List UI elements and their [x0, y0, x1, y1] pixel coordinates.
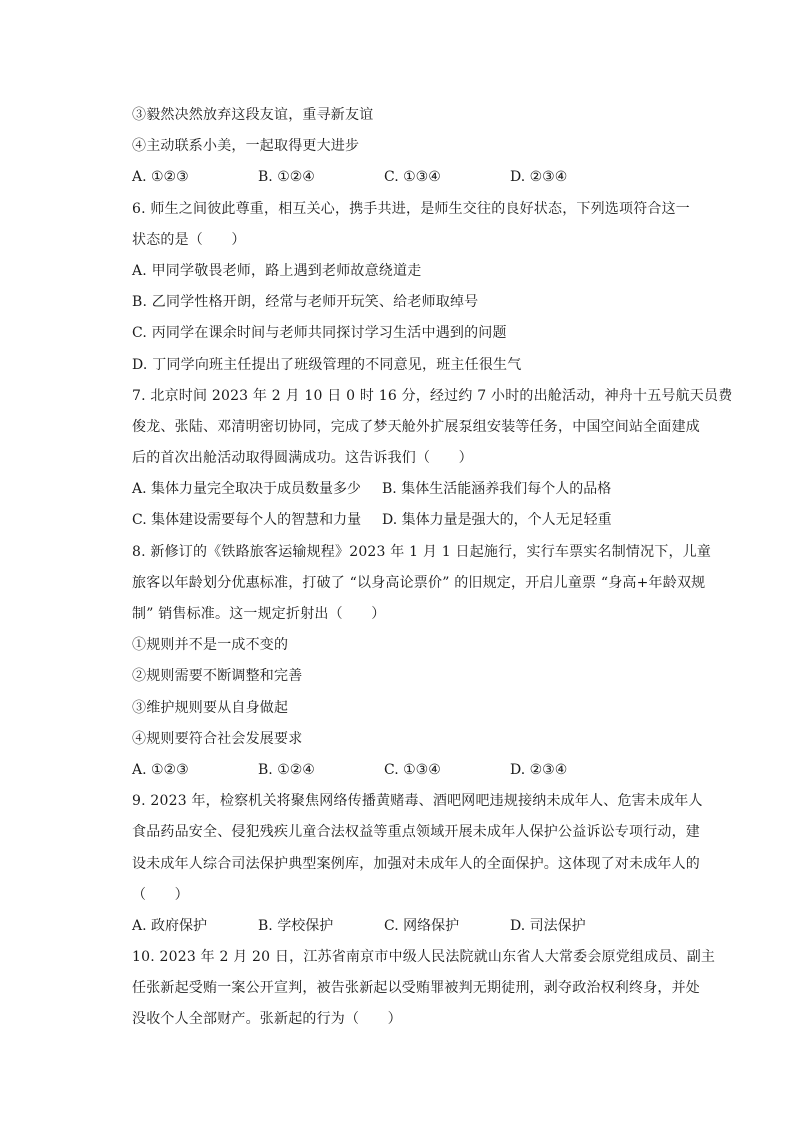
q8-stem-line-1: 8. 新修订的《铁路旅客运输规程》2023 年 1 月 1 日起施行，实行车票实名制情况下，儿童 [132, 543, 712, 560]
q8-statement-1: ①规则并不是一成不变的 [132, 637, 289, 654]
q6-stem-line-1: 6. 师生之间彼此尊重，相互关心，携手共进，是师生交往的良好状态，下列选项符合这一 [132, 200, 691, 217]
q9-options [132, 911, 692, 942]
q8-option-c: C. ①③④ [384, 761, 441, 778]
q10-stem-line-1: 10. 2023 年 2 月 20 日，江苏省南京市中级人民法院就山东省人大常委会原党组成员、副主 [132, 949, 716, 966]
q8-statement-2: ②规则需要不断调整和完善 [132, 668, 303, 685]
q8-stem-line-2: 旅客以年龄划分优惠标准，打破了 “以身高论票价” 的旧规定，开启儿童票 “身高+年龄双规 [132, 574, 706, 591]
q5-options [132, 162, 692, 193]
q8-stem-line-3: 制” 销售标准。这一规定折射出（ ） [132, 606, 386, 622]
q7-option-b: B. 集体生活能涵养我们每个人的品格 [382, 481, 612, 498]
q5-option-d: D. ②③④ [510, 169, 568, 186]
q7-stem-line-2: 俊龙、张陆、邓清明密切协同，完成了梦天舱外扩展泵组安装等任务，中国空间站全面建成 [132, 418, 700, 435]
q10-stem-line-3: 没收个人全部财产。张新起的行为（ ） [132, 1011, 402, 1028]
q8-option-b: B. ①②④ [258, 761, 315, 778]
q7-option-c: C. 集体建设需要每个人的智慧和力量 [132, 512, 362, 529]
q6-option-b: B. 乙同学性格开朗，经常与老师开玩笑、给老师取绰号 [132, 294, 479, 311]
q6-option-d: D. 丁同学向班主任提出了班级管理的不同意见，班主任很生气 [132, 356, 522, 373]
q9-option-a: A. 政府保护 [132, 917, 208, 934]
q7-stem-line-1: 7. 北京时间 2023 年 2 月 10 日 0 时 16 分，经过约 7 小时的出舱活动，神舟十五号航天员费 [132, 387, 733, 404]
exam-page [132, 100, 733, 1036]
q8-options [132, 755, 692, 786]
q8-option-a: A. ①②③ [132, 761, 189, 778]
q5-option-c: C. ①③④ [384, 169, 441, 186]
q5-option-a: A. ①②③ [132, 169, 189, 186]
q7-option-d: D. 集体力量是强大的，个人无足轻重 [382, 512, 612, 529]
q6-stem-line-2: 状态的是（ ） [132, 231, 246, 248]
q5-option-b: B. ①②④ [258, 169, 315, 186]
q8-statement-4: ④规则要符合社会发展要求 [132, 730, 303, 747]
q8-statement-3: ③维护规则要从自身做起 [132, 699, 289, 716]
q10-stem-line-2: 任张新起受贿一案公开宣判，被告张新起以受贿罪被判无期徒刑，剥夺政治权利终身，并处 [132, 980, 700, 997]
q7-stem-line-3: 后的首次出舱活动取得圆满成功。这告诉我们（ ） [132, 450, 473, 467]
q6-option-a: A. 甲同学敬畏老师，路上遇到老师故意绕道走 [132, 262, 422, 279]
q9-option-b: B. 学校保护 [258, 917, 334, 934]
q7-options-row-2 [132, 505, 692, 536]
q9-option-d: D. 司法保护 [510, 917, 586, 934]
q8-option-d: D. ②③④ [510, 761, 568, 778]
q9-stem-line-2: 食品药品安全、侵犯残疾儿童合法权益等重点领域开展未成年人保护公益诉讼专项行动，建 [132, 824, 700, 841]
q9-stem-line-1: 9. 2023 年，检察机关将聚焦网络传播黄赌毒、酒吧网吧违规接纳未成年人、危害未成年人 [132, 793, 703, 810]
q9-stem-line-3: 设未成年人综合司法保护典型案例库，加强对未成年人的全面保护。这体现了对未成年人的 [132, 855, 700, 872]
q9-stem-line-4: （ ） [132, 886, 189, 903]
q5-statement-3: ③毅然决然放弃这段友谊，重寻新友谊 [132, 107, 374, 123]
q6-option-c: C. 丙同学在课余时间与老师共同探讨学习生活中遇到的问题 [132, 325, 507, 342]
q5-statement-4: ④主动联系小美，一起取得更大进步 [132, 138, 360, 155]
q9-option-c: C. 网络保护 [384, 917, 460, 934]
q7-options-row-1 [132, 474, 692, 505]
q7-option-a: A. 集体力量完全取决于成员数量多少 [132, 481, 362, 498]
